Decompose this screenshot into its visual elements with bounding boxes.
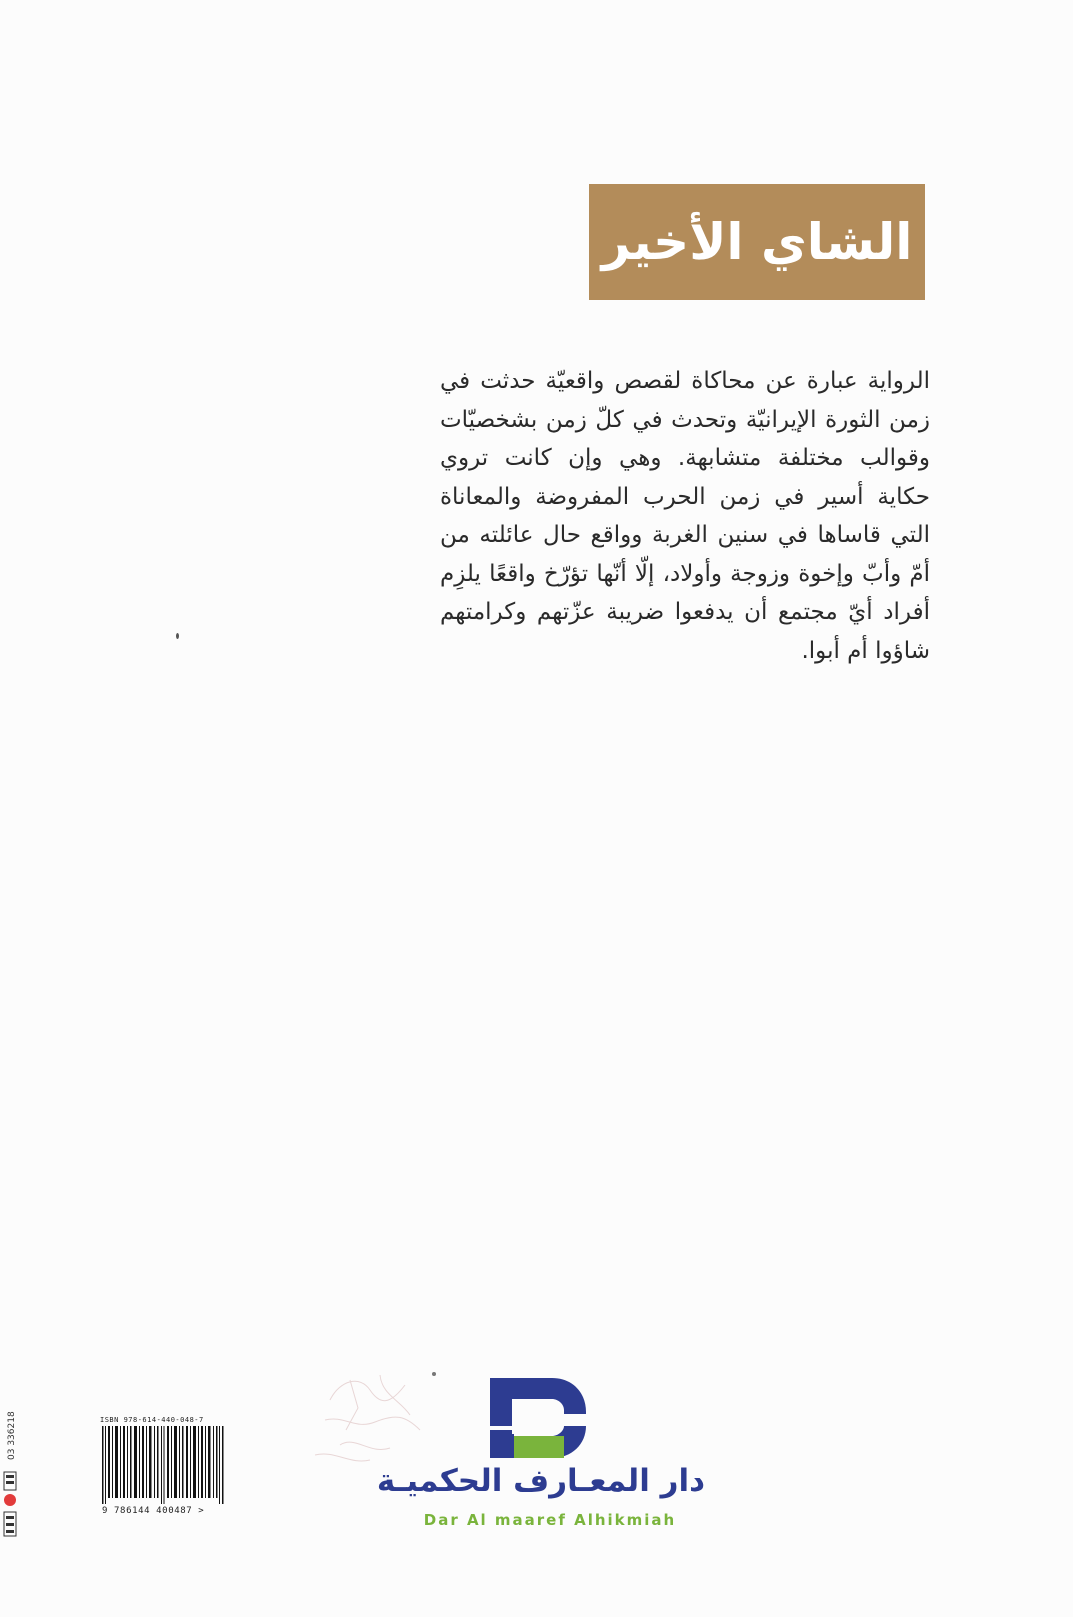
barcode-bars — [102, 1426, 224, 1504]
book-blurb: الرواية عبارة عن محاكاة لقصص واقعيّة حدثت في زمن الثورة الإيرانيّة وتحدث في كلّ زمن بشخصيّات وقوالب مختلفة متشابهة. وهي وإن كانت تروي حكاية أسير في زمن الحرب المفروضة والمعاناة التي قاساها في سنين الغربة وواقع حال عائلته من أمّ وأبّ وإخوة وزوجة وأولاد، إلّا أنّها تؤرّخ واقعًا يلزِم أفراد أيّ مجتمع أن يدفعوا ضريبة عزّتهم وكرامتهم شاؤوا أم أبوا. — [440, 368, 930, 664]
publisher-name-english: Dar Al maaref Alhikmiah — [423, 1511, 677, 1529]
title-banner — [589, 184, 925, 300]
faint-sketch-illustration — [310, 1360, 470, 1480]
isbn-label: ISBN 978-614-440-048-7 — [100, 1416, 204, 1424]
publisher-name-arabic: دار المعـارف الحكميـة — [376, 1463, 705, 1499]
side-strip-code: 03 336218 — [7, 1411, 17, 1460]
barcode-digits: 9 786144 400487 > — [102, 1506, 205, 1516]
side-strip-badge-icon — [0, 1470, 22, 1540]
publisher-logo-icon — [488, 1378, 588, 1460]
isbn-barcode — [100, 1416, 232, 1520]
book-title: الشاي الأخير — [601, 213, 913, 271]
page-speck — [176, 633, 179, 639]
